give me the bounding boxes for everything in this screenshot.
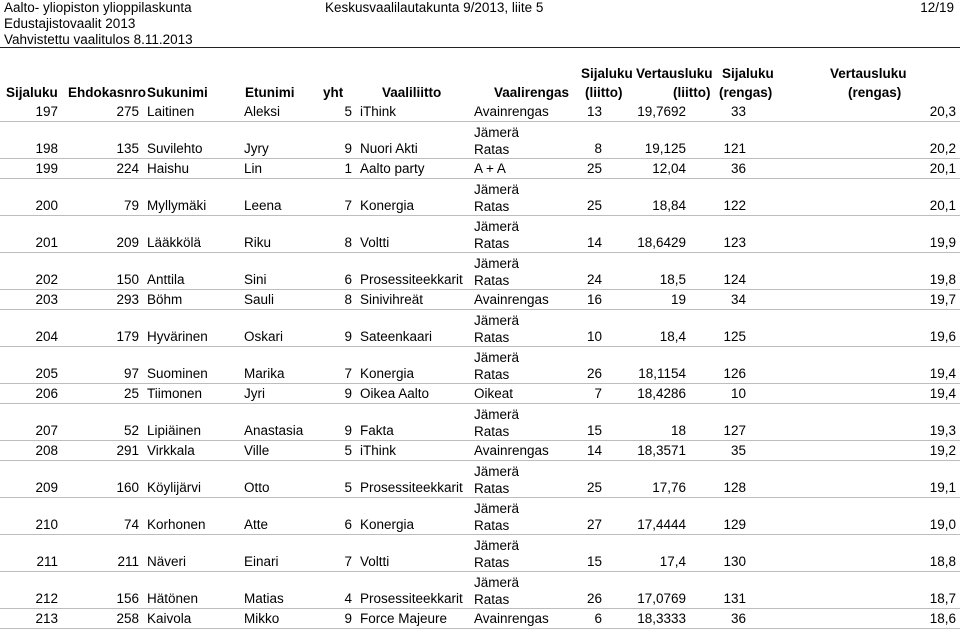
cell-vertausluku-liitto: 18,3333 [606,609,690,629]
cell-sijaluku: 213 [0,609,62,629]
cell-yht: 5 [320,102,356,122]
table-row [0,310,960,347]
cell-sijaluku-rengas: 126 [690,347,750,384]
cell-sukunimi: Korhonen [143,498,240,535]
cell-ehdokasnro: 224 [62,159,143,179]
cell-ehdokasnro: 293 [62,290,143,310]
cell-vaaliliitto: Konergia [356,498,470,535]
cell-sijaluku-liitto: 6 [566,609,606,629]
cell-vertausluku-liitto: 19,7692 [606,102,690,122]
cell-vertausluku-rengas: 18,8 [750,535,960,572]
col-vertausluku-rengas-line1: Vertausluku [830,66,907,81]
col-sijaluku-rengas-line1: Sijaluku [722,66,774,81]
cell-vertausluku-rengas: 19,4 [750,347,960,384]
cell-etunimi: Oskari [240,310,320,347]
cell-sijaluku-rengas: 33 [690,102,750,122]
cell-yht: 9 [320,310,356,347]
cell-sukunimi: Haishu [143,159,240,179]
cell-vaalirengas [470,572,566,609]
cell-sukunimi: Tiimonen [143,384,240,404]
cell-vertausluku-liitto: 17,4 [606,535,690,572]
cell-etunimi: Sauli [240,290,320,310]
cell-sijaluku: 208 [0,441,62,461]
cell-vaalirengas: A + A [470,159,566,179]
cell-etunimi: Ville [240,441,320,461]
page-number: 12/19 [920,0,954,15]
cell-vaalirengas [470,122,566,159]
cell-vaalirengas-line1: Jämerä [474,407,520,422]
confirmation-date: Vahvistettu vaalitulos 8.11.2013 [4,32,193,47]
cell-vaalirengas-line2: Ratas [474,555,510,570]
cell-sijaluku-liitto: 13 [566,102,606,122]
cell-vertausluku-rengas: 20,1 [750,159,960,179]
cell-etunimi: Leena [240,179,320,216]
cell-sijaluku: 200 [0,179,62,216]
cell-vertausluku-liitto: 17,0769 [606,572,690,609]
col-sijaluku-rengas-line2: (rengas) [719,85,773,100]
cell-vaalirengas [470,253,566,290]
cell-vertausluku-liitto: 18,84 [606,179,690,216]
cell-vertausluku-rengas: 19,9 [750,216,960,253]
table-row [0,535,960,572]
cell-vaalirengas-line1: Jämerä [474,313,520,328]
cell-sijaluku: 202 [0,253,62,290]
cell-vaalirengas [470,535,566,572]
cell-sijaluku: 207 [0,404,62,441]
cell-yht: 9 [320,384,356,404]
cell-sijaluku: 210 [0,498,62,535]
results-rows [0,102,960,629]
cell-vaalirengas [470,310,566,347]
cell-sukunimi: Lipiäinen [143,404,240,441]
table-row [0,498,960,535]
cell-vaalirengas-line1: Jämerä [474,501,520,516]
header-divider [0,47,960,48]
cell-sijaluku-liitto: 15 [566,404,606,441]
cell-ehdokasnro: 97 [62,347,143,384]
col-vertausluku-liitto-line2: (liitto) [673,85,711,100]
cell-vaaliliitto: iThink [356,102,470,122]
cell-sijaluku-rengas: 121 [690,122,750,159]
cell-ehdokasnro: 25 [62,384,143,404]
cell-sijaluku-liitto: 7 [566,384,606,404]
cell-vaalirengas-line2: Ratas [474,330,510,345]
cell-yht: 4 [320,572,356,609]
cell-sukunimi: Laitinen [143,102,240,122]
cell-sijaluku: 197 [0,102,62,122]
cell-sijaluku: 203 [0,290,62,310]
cell-ehdokasnro: 79 [62,179,143,216]
cell-ehdokasnro: 209 [62,216,143,253]
cell-vaalirengas-line1: Jämerä [474,538,520,553]
col-vaaliliitto: Vaaliliitto [382,85,442,100]
cell-ehdokasnro: 275 [62,102,143,122]
cell-vaaliliitto: Oikea Aalto [356,384,470,404]
cell-vaalirengas [470,347,566,384]
cell-ehdokasnro: 179 [62,310,143,347]
cell-vaalirengas-line1: Jämerä [474,182,520,197]
cell-vaaliliitto: Nuori Akti [356,122,470,159]
cell-sijaluku-liitto: 25 [566,179,606,216]
cell-sukunimi: Suvilehto [143,122,240,159]
cell-sijaluku-liitto: 14 [566,441,606,461]
table-row [0,384,960,404]
cell-ehdokasnro: 211 [62,535,143,572]
cell-vertausluku-liitto: 18,6429 [606,216,690,253]
cell-vaalirengas [470,179,566,216]
cell-vertausluku-liitto: 18,3571 [606,441,690,461]
cell-vertausluku-liitto: 19 [606,290,690,310]
cell-ehdokasnro: 291 [62,441,143,461]
cell-etunimi: Matias [240,572,320,609]
cell-sijaluku-rengas: 130 [690,535,750,572]
cell-yht: 7 [320,179,356,216]
cell-sijaluku-rengas: 123 [690,216,750,253]
col-etunimi: Etunimi [245,85,295,100]
table-row [0,122,960,159]
cell-yht: 6 [320,498,356,535]
cell-yht: 9 [320,122,356,159]
cell-vaalirengas [470,498,566,535]
cell-vaalirengas [470,404,566,441]
cell-yht: 5 [320,441,356,461]
cell-vaaliliitto: Sinivihreät [356,290,470,310]
cell-sijaluku-rengas: 127 [690,404,750,441]
cell-vaalirengas-line1: Jämerä [474,125,520,140]
col-yht: yht [323,85,344,100]
cell-sijaluku-rengas: 131 [690,572,750,609]
cell-vertausluku-rengas: 19,3 [750,404,960,441]
cell-vaalirengas-line2: Ratas [474,424,510,439]
cell-vaaliliitto: Aalto party [356,159,470,179]
cell-vaalirengas-line2: Ratas [474,592,510,607]
cell-sijaluku-liitto: 25 [566,461,606,498]
cell-ehdokasnro: 258 [62,609,143,629]
cell-yht: 7 [320,535,356,572]
cell-sijaluku: 198 [0,122,62,159]
cell-ehdokasnro: 74 [62,498,143,535]
col-vertausluku-liitto-line1: Vertausluku [636,66,713,81]
cell-etunimi: Jyri [240,384,320,404]
cell-yht: 1 [320,159,356,179]
cell-sijaluku-rengas: 122 [690,179,750,216]
cell-vaaliliitto: Konergia [356,179,470,216]
col-vaalirengas: Vaalirengas [494,85,570,100]
cell-vaaliliitto: Sateenkaari [356,310,470,347]
cell-vaalirengas [470,461,566,498]
cell-vaalirengas-line2: Ratas [474,481,510,496]
cell-etunimi: Marika [240,347,320,384]
cell-sijaluku-liitto: 26 [566,347,606,384]
table-row [0,159,960,179]
cell-etunimi: Jyry [240,122,320,159]
table-row [0,461,960,498]
col-vertausluku-rengas-line2: (rengas) [848,85,902,100]
election-name: Edustajistovaalit 2013 [4,16,136,31]
cell-sijaluku-liitto: 25 [566,159,606,179]
cell-sukunimi: Kaivola [143,609,240,629]
cell-vertausluku-liitto: 19,125 [606,122,690,159]
cell-vaaliliitto: Voltti [356,535,470,572]
cell-sijaluku: 205 [0,347,62,384]
cell-vaalirengas: Avainrengas [470,609,566,629]
cell-vaalirengas: Oikeat [470,384,566,404]
table-row [0,347,960,384]
table-row [0,216,960,253]
cell-vaaliliitto: Konergia [356,347,470,384]
col-ehdokasnro: Ehdokasnro [68,85,147,100]
cell-vaalirengas-line1: Jämerä [474,350,520,365]
cell-ehdokasnro: 160 [62,461,143,498]
cell-ehdokasnro: 135 [62,122,143,159]
organization-name: Aalto- yliopiston ylioppilaskunta [4,0,192,15]
cell-sijaluku: 199 [0,159,62,179]
cell-etunimi: Otto [240,461,320,498]
cell-vaalirengas: Avainrengas [470,102,566,122]
cell-vertausluku-rengas: 19,8 [750,253,960,290]
cell-sijaluku-rengas: 128 [690,461,750,498]
cell-sukunimi: Köylijärvi [143,461,240,498]
cell-vertausluku-rengas: 19,1 [750,461,960,498]
table-row [0,572,960,609]
cell-vertausluku-liitto: 18,1154 [606,347,690,384]
column-headers [0,64,960,102]
cell-vertausluku-rengas: 19,0 [750,498,960,535]
cell-vertausluku-rengas: 19,4 [750,384,960,404]
cell-vaalirengas-line1: Jämerä [474,256,520,271]
cell-ehdokasnro: 52 [62,404,143,441]
header-left [4,0,193,48]
cell-vertausluku-liitto: 18,5 [606,253,690,290]
results-table [0,102,960,629]
cell-etunimi: Aleksi [240,102,320,122]
cell-sijaluku-rengas: 36 [690,159,750,179]
cell-yht: 5 [320,461,356,498]
cell-vaalirengas: Avainrengas [470,290,566,310]
cell-vaaliliitto: Prosessiteekkarit [356,461,470,498]
cell-sijaluku-liitto: 26 [566,572,606,609]
cell-sukunimi: Hätönen [143,572,240,609]
cell-vertausluku-rengas: 20,1 [750,179,960,216]
cell-sijaluku: 211 [0,535,62,572]
cell-vertausluku-rengas: 19,6 [750,310,960,347]
cell-vertausluku-rengas: 19,2 [750,441,960,461]
cell-sijaluku-liitto: 24 [566,253,606,290]
cell-etunimi: Atte [240,498,320,535]
cell-vaalirengas: Avainrengas [470,441,566,461]
cell-sukunimi: Hyvärinen [143,310,240,347]
cell-sijaluku-rengas: 10 [690,384,750,404]
cell-sijaluku-rengas: 35 [690,441,750,461]
cell-sukunimi: Myllymäki [143,179,240,216]
cell-sijaluku-liitto: 14 [566,216,606,253]
cell-vaalirengas-line1: Jämerä [474,219,520,234]
cell-yht: 8 [320,216,356,253]
cell-vaalirengas-line2: Ratas [474,367,510,382]
cell-ehdokasnro: 150 [62,253,143,290]
cell-sukunimi: Näveri [143,535,240,572]
cell-sijaluku-rengas: 124 [690,253,750,290]
table-row [0,404,960,441]
cell-sijaluku: 212 [0,572,62,609]
cell-sijaluku: 209 [0,461,62,498]
cell-etunimi: Anastasia [240,404,320,441]
cell-etunimi: Sini [240,253,320,290]
cell-vaaliliitto: Prosessiteekkarit [356,572,470,609]
cell-sukunimi: Anttila [143,253,240,290]
cell-vaalirengas-line1: Jämerä [474,464,520,479]
cell-sijaluku: 201 [0,216,62,253]
cell-vertausluku-rengas: 20,3 [750,102,960,122]
cell-vertausluku-liitto: 12,04 [606,159,690,179]
cell-sijaluku-rengas: 36 [690,609,750,629]
col-sukunimi: Sukunimi [147,85,208,100]
cell-vertausluku-rengas: 19,7 [750,290,960,310]
cell-sijaluku: 204 [0,310,62,347]
cell-yht: 9 [320,609,356,629]
cell-etunimi: Mikko [240,609,320,629]
page-header [0,0,960,48]
cell-vaalirengas [470,216,566,253]
table-row [0,179,960,216]
col-sijaluku: Sijaluku [6,85,58,100]
cell-vertausluku-rengas: 18,7 [750,572,960,609]
cell-etunimi: Lin [240,159,320,179]
cell-sukunimi: Virkkala [143,441,240,461]
cell-ehdokasnro: 156 [62,572,143,609]
table-row [0,290,960,310]
table-row [0,253,960,290]
cell-vertausluku-liitto: 17,76 [606,461,690,498]
cell-vaaliliitto: Prosessiteekkarit [356,253,470,290]
cell-vaaliliitto: Fakta [356,404,470,441]
table-row [0,102,960,122]
cell-etunimi: Riku [240,216,320,253]
cell-vaalirengas-line1: Jämerä [474,575,520,590]
cell-vaaliliitto: Voltti [356,216,470,253]
document-reference: Keskusvaalilautakunta 9/2013, liite 5 [325,0,544,15]
cell-vaaliliitto: Force Majeure [356,609,470,629]
cell-sijaluku-liitto: 15 [566,535,606,572]
cell-vertausluku-liitto: 17,4444 [606,498,690,535]
cell-yht: 7 [320,347,356,384]
cell-vertausluku-rengas: 20,2 [750,122,960,159]
cell-vertausluku-liitto: 18 [606,404,690,441]
cell-sijaluku-liitto: 27 [566,498,606,535]
cell-yht: 6 [320,253,356,290]
table-row [0,441,960,461]
cell-yht: 8 [320,290,356,310]
cell-yht: 9 [320,404,356,441]
cell-sijaluku-rengas: 125 [690,310,750,347]
table-row [0,609,960,629]
cell-sukunimi: Suominen [143,347,240,384]
cell-vertausluku-liitto: 18,4286 [606,384,690,404]
cell-vertausluku-liitto: 18,4 [606,310,690,347]
cell-sijaluku-rengas: 34 [690,290,750,310]
cell-sijaluku-rengas: 129 [690,498,750,535]
cell-vaalirengas-line2: Ratas [474,273,510,288]
cell-vaalirengas-line2: Ratas [474,199,510,214]
cell-etunimi: Einari [240,535,320,572]
col-sijaluku-liitto-line1: Sijaluku [581,66,633,81]
cell-sijaluku-liitto: 10 [566,310,606,347]
cell-vaalirengas-line2: Ratas [474,142,510,157]
cell-sijaluku-liitto: 8 [566,122,606,159]
cell-sijaluku-liitto: 16 [566,290,606,310]
cell-vaalirengas-line2: Ratas [474,518,510,533]
cell-sukunimi: Böhm [143,290,240,310]
cell-sukunimi: Lääkkölä [143,216,240,253]
col-sijaluku-liitto-line2: (liitto) [585,85,623,100]
cell-vaalirengas-line2: Ratas [474,236,510,251]
cell-vertausluku-rengas: 18,6 [750,609,960,629]
cell-sijaluku: 206 [0,384,62,404]
cell-vaaliliitto: iThink [356,441,470,461]
